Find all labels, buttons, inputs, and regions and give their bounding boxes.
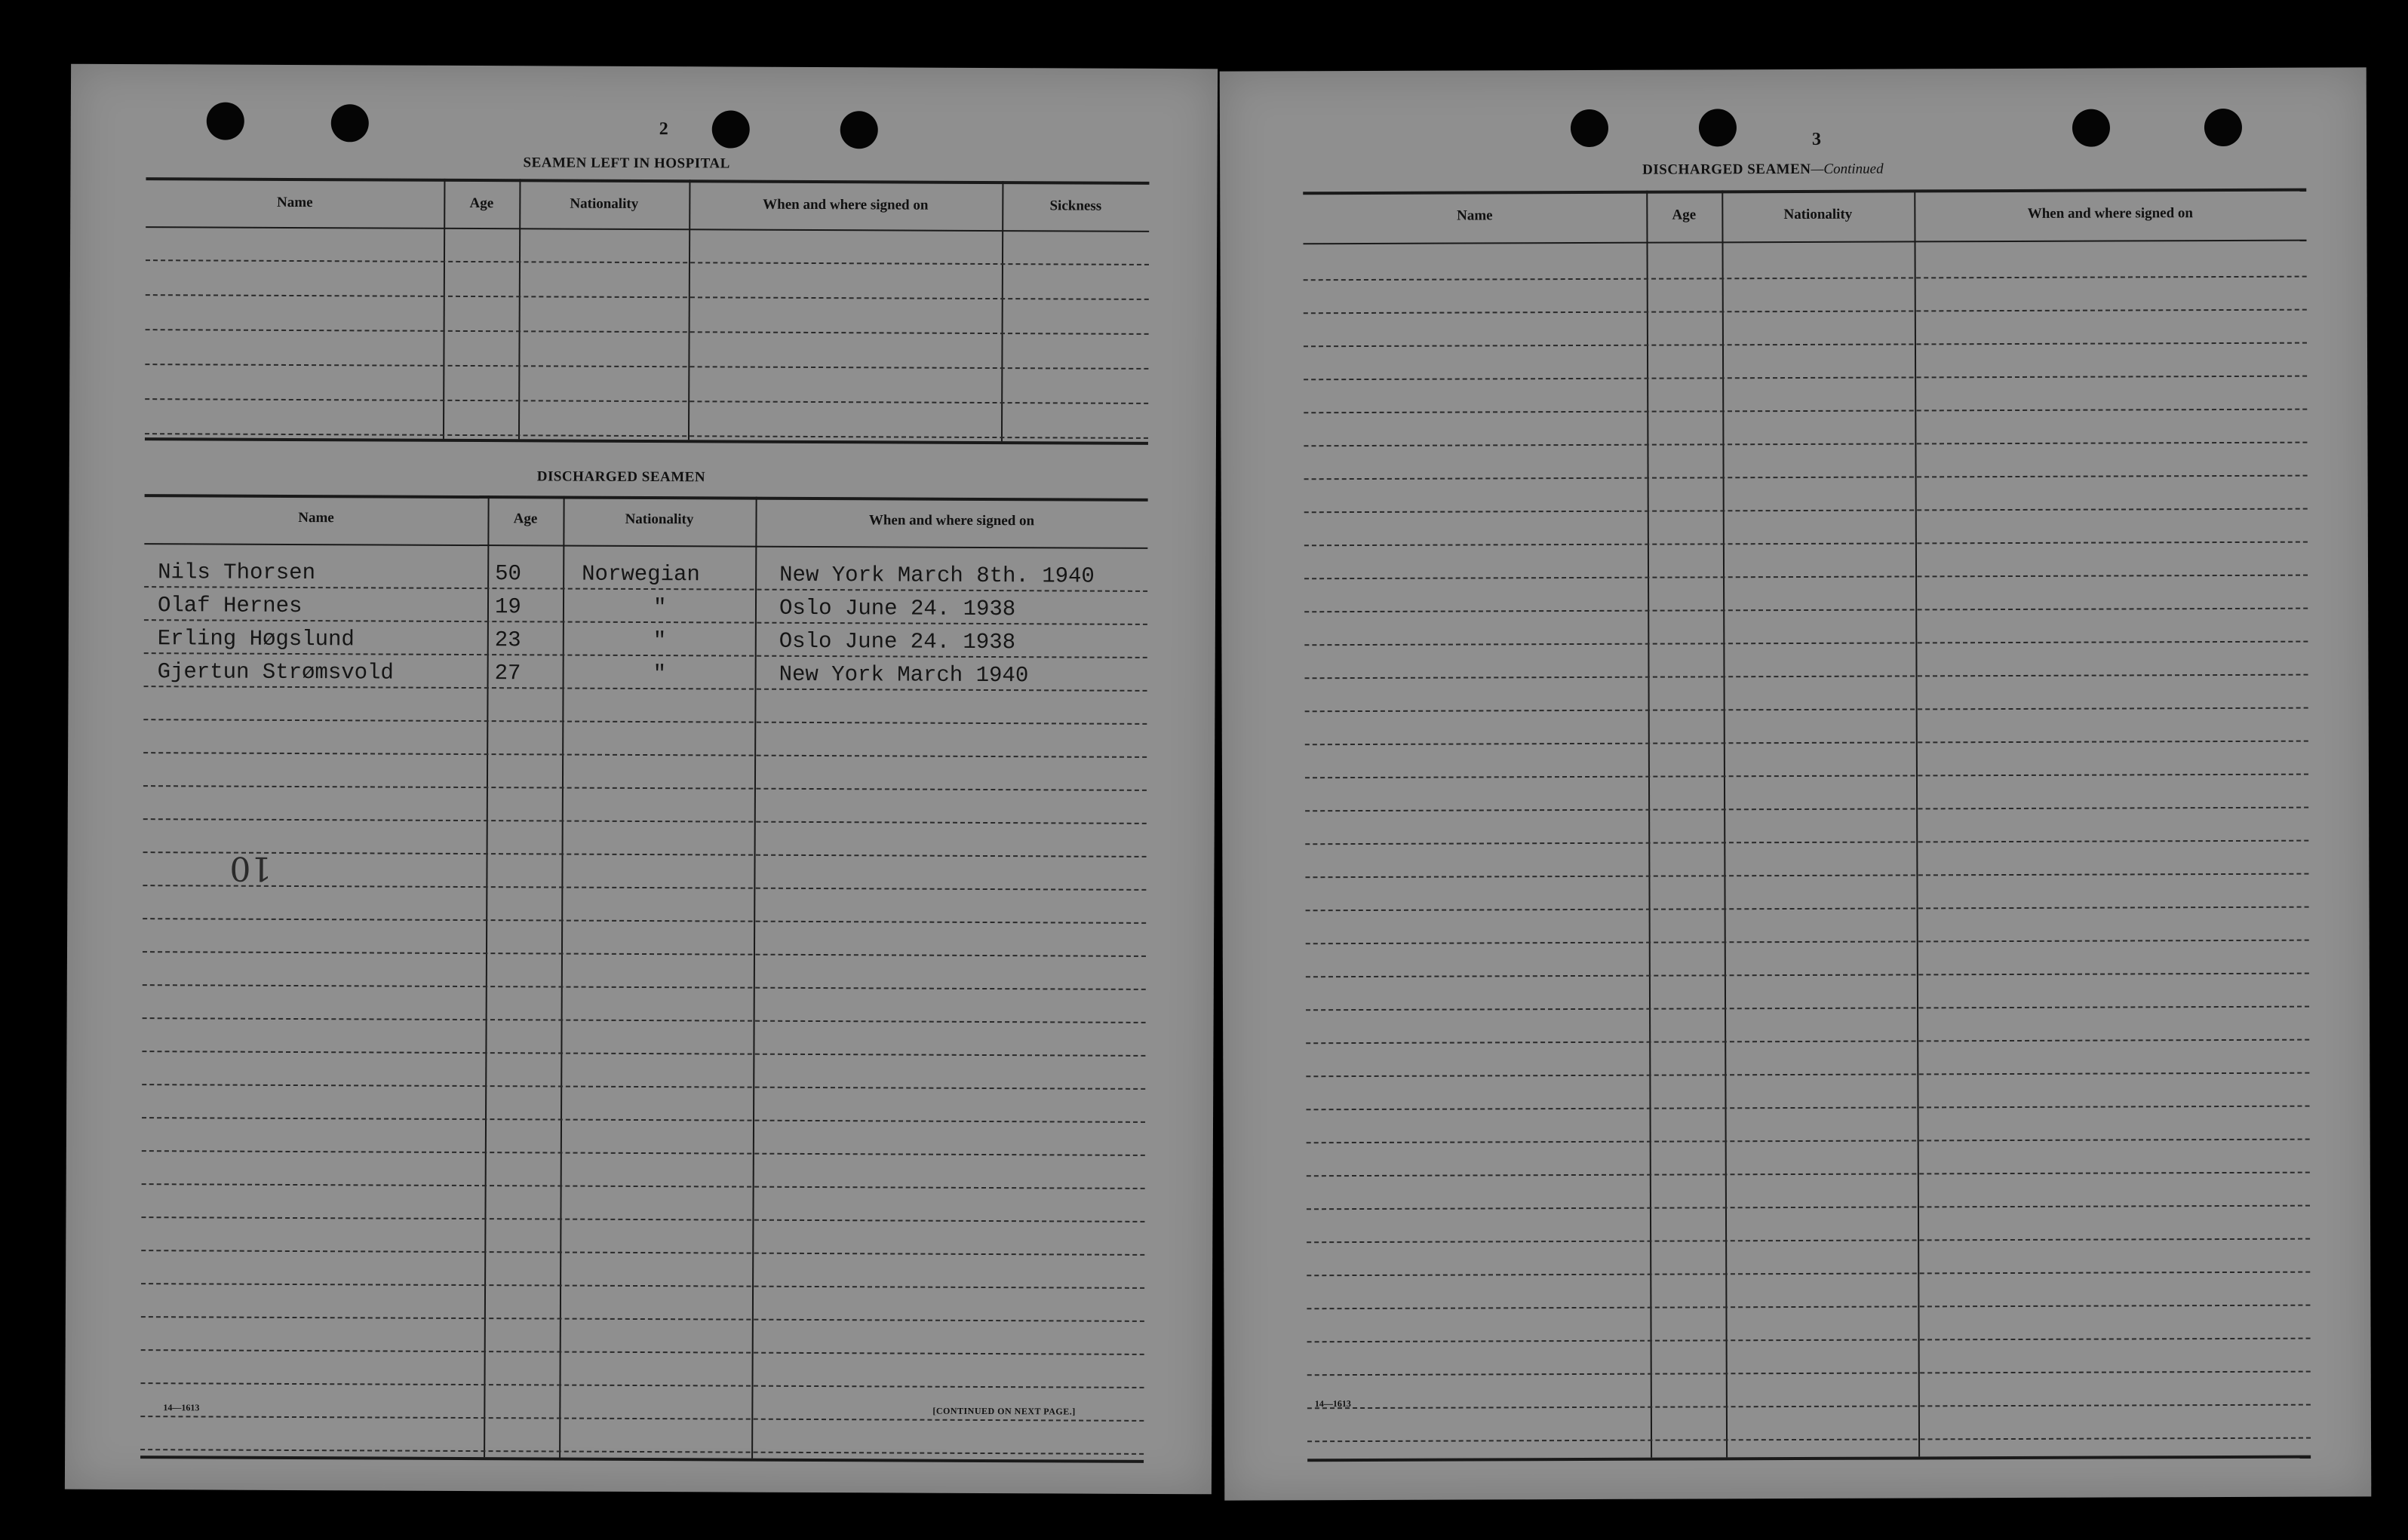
punch-hole <box>840 111 878 149</box>
punch-hole <box>1571 109 1608 147</box>
hospital-table <box>145 177 1150 453</box>
table-row <box>1304 608 2308 646</box>
table-row <box>1306 907 2309 945</box>
table-row <box>1304 575 2308 613</box>
page-number: 3 <box>1811 129 1822 149</box>
table-row <box>140 1416 1144 1455</box>
table-row <box>1304 508 2308 547</box>
table-row <box>1306 940 2309 978</box>
table-row <box>1307 1338 2311 1376</box>
table-row <box>1306 1106 2309 1144</box>
table-row <box>1305 807 2308 845</box>
table-row <box>1307 1272 2310 1310</box>
title-suffix: —Continued <box>1811 161 1884 177</box>
header-age: Age <box>1672 207 1697 223</box>
seaman-nationality: Norwegian <box>582 561 700 587</box>
header-nationality: Nationality <box>625 511 694 528</box>
table-row <box>1307 1205 2310 1244</box>
hospital-section-title: SEAMEN LEFT IN HOSPITAL <box>523 155 730 172</box>
table-row <box>145 400 1148 439</box>
header-age: Age <box>469 195 494 212</box>
table-row <box>1304 276 2307 314</box>
discharged-table <box>140 494 1148 1471</box>
table-row <box>1307 1172 2310 1210</box>
table-row <box>1306 1072 2309 1111</box>
punch-hole <box>207 102 244 140</box>
header-signed-on: When and where signed on <box>763 196 929 213</box>
seaman-name: Gjertun Strømsvold <box>157 659 394 686</box>
table-row <box>1304 475 2308 514</box>
left-page <box>65 64 1218 1495</box>
table-row <box>1304 309 2307 348</box>
table-row <box>1305 741 2308 779</box>
title-main: DISCHARGED SEAMEN <box>1642 161 1811 178</box>
table-row <box>1304 541 2308 580</box>
seaman-signed-on: Oslo June 24. 1938 <box>779 595 1016 622</box>
seaman-nationality: " <box>653 628 667 654</box>
table-row <box>1307 1371 2311 1410</box>
table-row <box>1305 707 2308 746</box>
table-row <box>1306 1006 2309 1045</box>
table-row <box>146 226 1149 265</box>
table-row <box>145 365 1148 404</box>
table-row <box>1304 342 2307 381</box>
seaman-age: 23 <box>494 627 521 653</box>
page-number: 2 <box>659 119 668 140</box>
header-age: Age <box>513 511 538 527</box>
punch-hole <box>2072 109 2110 147</box>
continued-note: [CONTINUED ON NEXT PAGE.] <box>932 1405 1076 1417</box>
table-row <box>1307 1238 2310 1277</box>
punch-hole <box>712 110 750 148</box>
header-name: Name <box>277 194 313 211</box>
seaman-signed-on: Oslo June 24. 1938 <box>779 628 1016 655</box>
form-code: 14—1613 <box>163 1402 200 1413</box>
table-row <box>1305 674 2308 713</box>
header-signed-on: When and where signed on <box>2027 205 2194 222</box>
header-nationality: Nationality <box>570 195 639 212</box>
form-code: 14—1613 <box>1314 1398 1351 1410</box>
discharged-continued-title <box>1642 161 1883 179</box>
table-row <box>1307 1404 2311 1443</box>
punch-hole <box>2204 109 2242 146</box>
right-page <box>1220 67 2372 1500</box>
header-nationality: Nationality <box>1783 206 1853 223</box>
table-row <box>1304 641 2308 680</box>
seaman-signed-on: New York March 1940 <box>779 661 1029 689</box>
seaman-name: Erling Høgslund <box>157 626 355 652</box>
header-sickness: Sickness <box>1049 198 1102 214</box>
table-row <box>1306 1039 2309 1078</box>
pencil-mark: 10 <box>229 848 272 888</box>
seaman-signed-on: New York March 8th. 1940 <box>779 562 1095 589</box>
table-row <box>1305 873 2308 912</box>
table-row <box>1306 973 2309 1011</box>
seaman-nationality: " <box>653 595 667 621</box>
seaman-age: 19 <box>494 594 521 620</box>
table-row <box>1304 243 2307 281</box>
table-row <box>1305 774 2308 812</box>
seaman-age: 50 <box>495 561 522 587</box>
seaman-name: Olaf Hernes <box>157 593 303 619</box>
punch-hole <box>331 104 369 142</box>
table-row <box>1307 1305 2310 1343</box>
header-name: Name <box>1457 207 1493 224</box>
discharged-section-title: DISCHARGED SEAMEN <box>536 468 706 486</box>
table-row <box>1304 409 2307 447</box>
seaman-nationality: " <box>653 661 667 687</box>
header-signed-on: When and where signed on <box>868 512 1035 529</box>
header-name: Name <box>298 510 334 526</box>
table-row <box>145 330 1148 370</box>
table-row <box>1305 840 2308 879</box>
table-row <box>1307 1139 2310 1177</box>
seaman-age: 27 <box>494 661 521 686</box>
table-row <box>146 296 1149 335</box>
table-row <box>1304 376 2307 414</box>
table-row <box>146 261 1149 300</box>
seaman-name: Nils Thorsen <box>158 560 316 586</box>
discharged-continued-table <box>1303 189 2311 1474</box>
table-row <box>1304 442 2307 480</box>
punch-hole <box>1699 109 1737 146</box>
